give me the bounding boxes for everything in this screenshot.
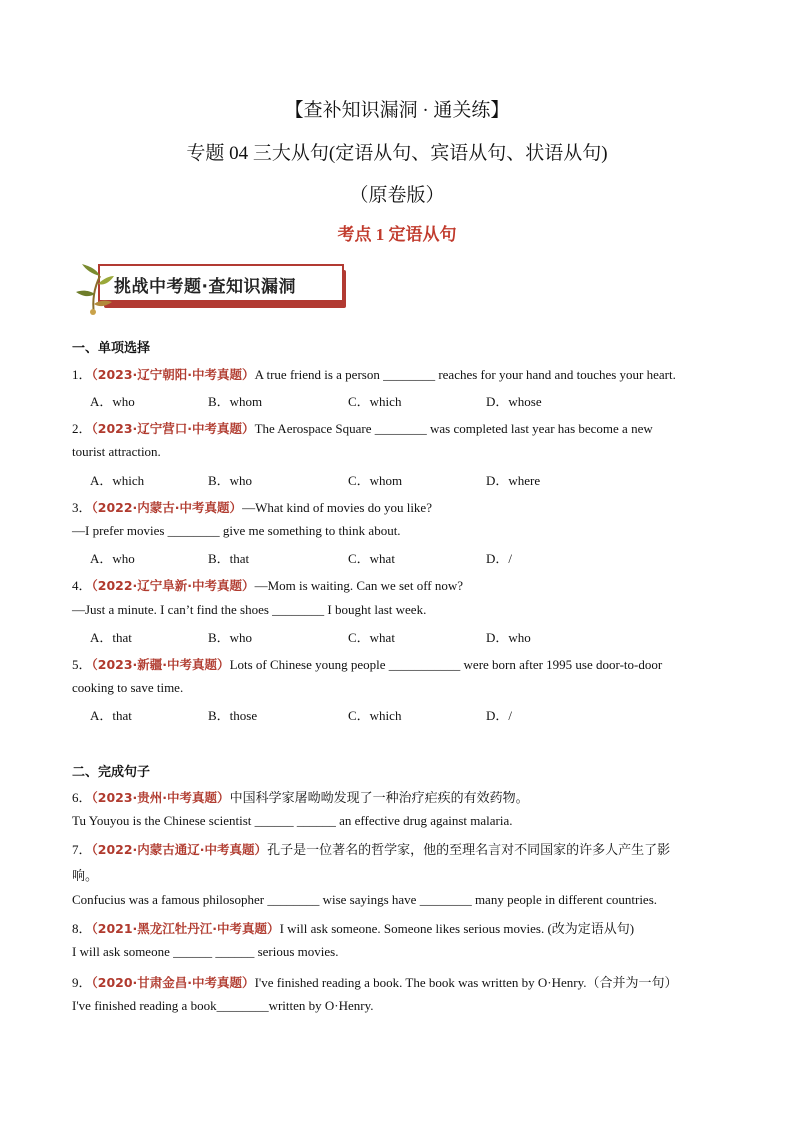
question-5-cont: cooking to save time.	[72, 680, 184, 695]
question-text: 中国科学家屠呦呦发现了一种治疗疟疾的有效药物。	[229, 790, 529, 805]
question-number: 5．	[72, 657, 92, 672]
question-number: 7．	[72, 842, 92, 857]
doc-subtitle: 专题 04 三大从句(定语从句、宾语从句、状语从句)	[186, 143, 608, 164]
question-text: I will ask someone. Someone likes serious movies. (改为定语从句)	[279, 921, 635, 936]
question-text: I've finished reading a book. The book was written by O·Henry.（合并为一句）	[254, 975, 678, 990]
question-number: 3．	[72, 500, 92, 515]
question-7-cont: 响。	[72, 868, 99, 883]
section-banner	[74, 262, 350, 312]
question-text: A true friend is a person ________ reaches for your hand and touches your heart.	[254, 367, 676, 382]
question-source: （2023·辽宁营口·中考真题）	[91, 421, 255, 436]
question-source: （2021·黑龙江牡丹江·中考真题）	[91, 921, 280, 936]
question-9-answer[interactable]: I've finished reading a book________written by O·Henry.	[72, 998, 374, 1013]
leaf-icon	[74, 260, 114, 316]
question-8	[72, 918, 634, 937]
section-title-complete-sentences: 二、完成句子	[72, 765, 151, 780]
question-4	[72, 575, 463, 594]
question-text: —What kind of movies do you like?	[242, 500, 432, 515]
question-source: （2022·辽宁阜新·中考真题）	[91, 578, 255, 593]
question-number: 1．	[72, 367, 92, 382]
question-3	[72, 497, 432, 516]
option-b[interactable]: B．those	[208, 708, 258, 723]
section-title-single-choice: 一、单项选择	[72, 341, 151, 356]
question-9	[72, 972, 678, 991]
point-heading: 考点 1 定语从句	[337, 225, 457, 244]
doc-edition: （原卷版）	[349, 185, 445, 206]
question-text: 孔子是一位著名的哲学家，他的至理名言对不同国家的许多人产生了影	[267, 842, 671, 857]
option-c[interactable]: C．whom	[348, 473, 403, 488]
question-7-answer[interactable]: Confucius was a famous philosopher ________ wise sayings have ________ many people in different countries.	[72, 892, 658, 907]
option-a[interactable]: A．which	[90, 473, 145, 488]
option-d[interactable]: D．whose	[486, 394, 542, 409]
question-5	[72, 654, 662, 673]
option-b[interactable]: B．who	[208, 630, 253, 645]
option-b[interactable]: B．that	[208, 551, 250, 566]
question-3-cont: —I prefer movies ________ give me something to think about.	[72, 523, 401, 538]
option-b[interactable]: B．who	[208, 473, 253, 488]
question-number: 8．	[72, 921, 92, 936]
option-d[interactable]: D．/	[486, 708, 513, 723]
option-c[interactable]: C．what	[348, 551, 395, 566]
question-source: （2023·贵州·中考真题）	[91, 790, 230, 805]
question-source: （2022·内蒙古·中考真题）	[91, 500, 243, 515]
option-b[interactable]: B．whom	[208, 394, 263, 409]
option-d[interactable]: D．where	[486, 473, 541, 488]
question-number: 6．	[72, 790, 92, 805]
question-6	[72, 787, 529, 806]
question-1	[72, 364, 676, 383]
question-source: （2023·辽宁朝阳·中考真题）	[91, 367, 255, 382]
question-text: Lots of Chinese young people ___________ were born after 1995 use door-to-door	[229, 657, 663, 672]
option-a[interactable]: A．that	[90, 708, 132, 723]
option-a[interactable]: A．who	[90, 551, 135, 566]
option-a[interactable]: A．that	[90, 630, 132, 645]
option-d[interactable]: D．/	[486, 551, 513, 566]
question-2	[72, 418, 653, 437]
doc-title: 【查补知识漏洞 · 通关练】	[284, 100, 510, 121]
question-7	[72, 839, 670, 858]
question-source: （2023·新疆·中考真题）	[91, 657, 230, 672]
option-d[interactable]: D．who	[486, 630, 531, 645]
question-text: —Mom is waiting. Can we set off now?	[254, 578, 464, 593]
option-a[interactable]: A．who	[90, 394, 135, 409]
option-c[interactable]: C．which	[348, 394, 402, 409]
question-6-answer[interactable]: Tu Youyou is the Chinese scientist ______ ______ an effective drug against malaria.	[72, 813, 513, 828]
question-4-cont: —Just a minute. I can’t find the shoes ________ I bought last week.	[72, 602, 427, 617]
question-number: 4．	[72, 578, 92, 593]
option-c[interactable]: C．which	[348, 708, 402, 723]
question-text: The Aerospace Square ________ was completed last year has become a new	[254, 421, 653, 436]
question-2-cont: tourist attraction.	[72, 444, 161, 459]
question-8-answer[interactable]: I will ask someone ______ ______ serious movies.	[72, 944, 339, 959]
question-source: （2022·内蒙古通辽·中考真题）	[91, 842, 268, 857]
question-number: 2．	[72, 421, 92, 436]
option-c[interactable]: C．what	[348, 630, 395, 645]
banner-text: 挑战中考题·查知识漏洞	[114, 277, 296, 297]
question-number: 9．	[72, 975, 92, 990]
question-source: （2020·甘肃金昌·中考真题）	[91, 975, 255, 990]
